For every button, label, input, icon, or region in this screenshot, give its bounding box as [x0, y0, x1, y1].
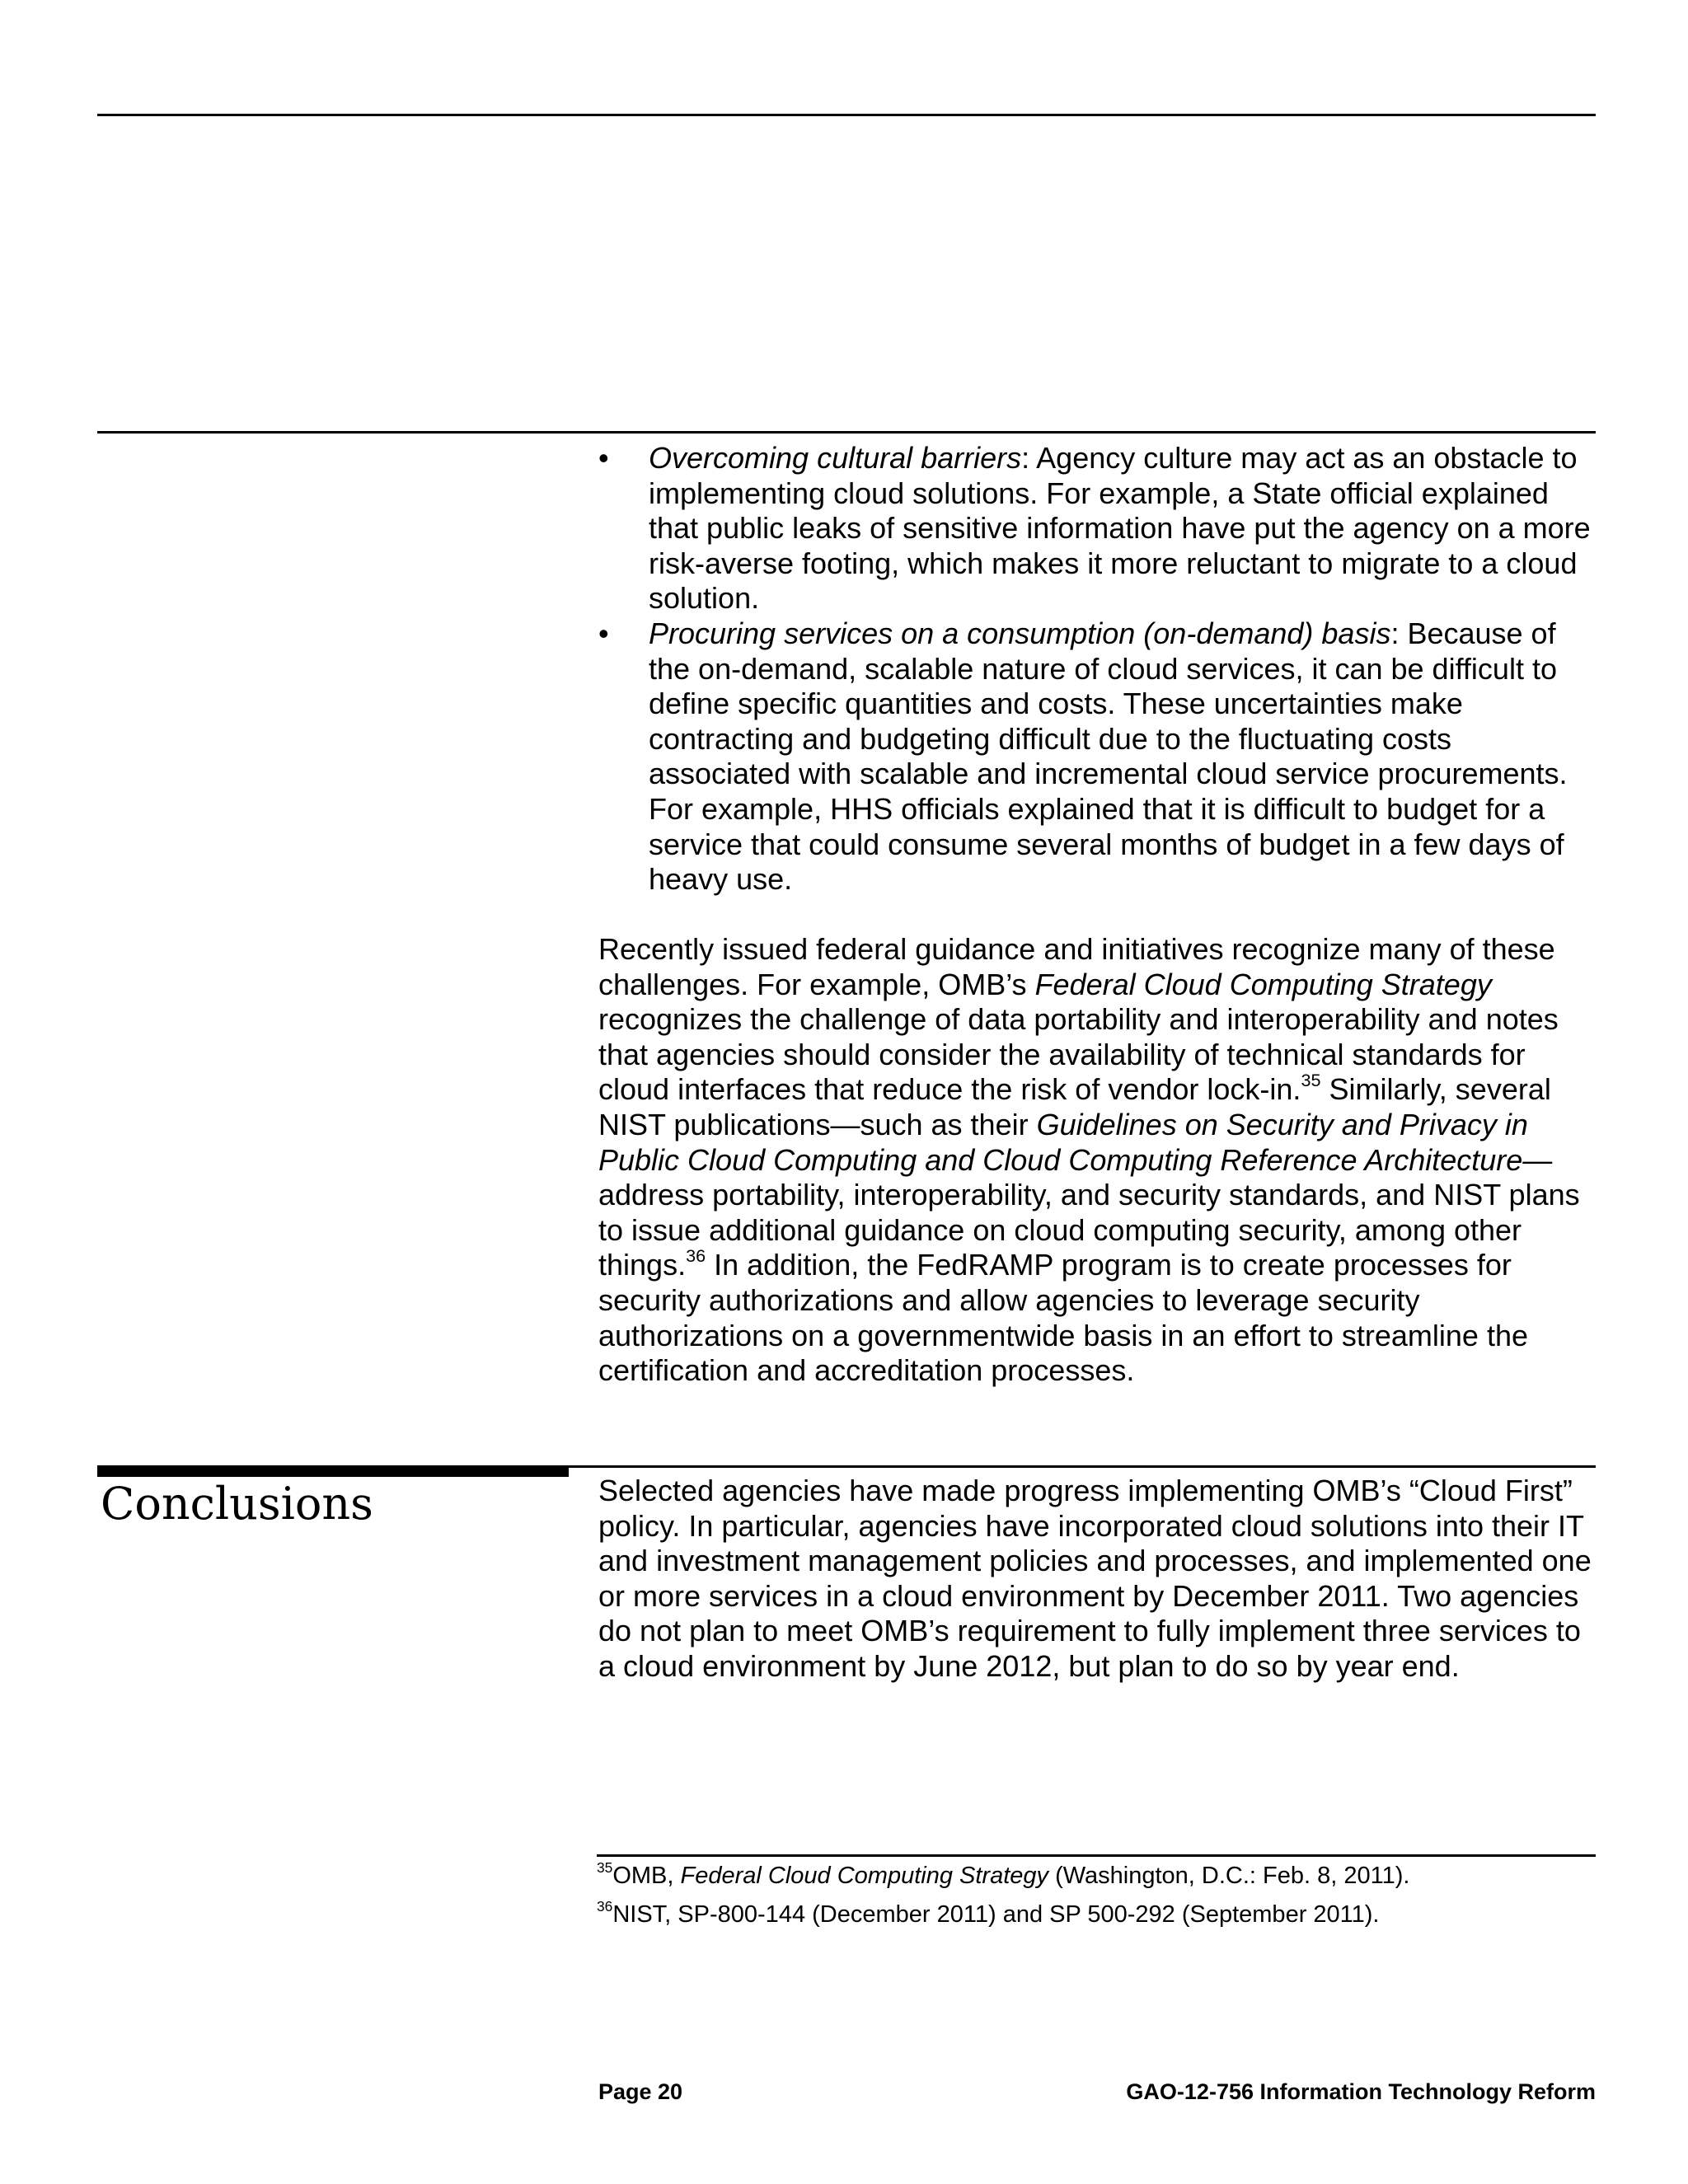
challenges-bullet-list: [598, 441, 1600, 898]
list-item: [598, 616, 1600, 898]
strategy-title: Federal Cloud Computing Strategy: [1034, 967, 1492, 1001]
bullet-text: : Because of the on-demand, scalable nature of cloud services, it can be difficult to define specific quantities and costs. These uncertainties make contracting and budgeting difficult due to the fluctuating costs associated with scalable and incremental cloud service procurements. For example, HHS officials explained that it is difficult to budget for a service that could consume several months of budget in a few days of heavy use.: [649, 616, 1568, 897]
bullet-title: Procuring services on a consumption (on-demand) basis: [649, 616, 1391, 650]
footnote-ref-36[interactable]: 36: [686, 1245, 706, 1267]
report-id: GAO-12-756 Information Technology Reform: [1126, 2079, 1596, 2104]
footnote-35: $^{35}$OMB, Federal Cloud Computing Strategy (Washington, D.C.: Feb. 8, 2011).: [597, 1858, 1410, 1889]
bullet-text: : Agency culture may act as an obstacle to implementing cloud solutions. For example, a State official explained that public leaks of sensitive information have put the agency on a more risk-averse footing, which makes it more reluctant to migrate to a cloud solution.: [649, 441, 1591, 616]
conclusions-rule: [569, 1465, 1596, 1468]
list-item: [598, 441, 1600, 616]
nist-publication-titles: Guidelines on Security and Privacy in Public Cloud Computing and Cloud Computing Reference Architecture: [598, 1107, 1528, 1177]
footnote-36: $^{36}$NIST, SP-800-144 (December 2011) and SP 500-292 (September 2011).: [597, 1897, 1380, 1928]
conclusions-paragraph: Selected agencies have made progress implementing OMB’s “Cloud First” policy. In particular, agencies have incorporated cloud solutions into their IT and investment management policies and processes, and implemented one or more services in a cloud environment by December 2011. Two agencies do not plan to meet OMB’s requirement to fully implement three services to a cloud environment by June 2012, but plan to do so by year end.: [598, 1474, 1592, 1683]
page-number: Page 20: [598, 2079, 683, 2104]
section-rule: [97, 431, 1596, 434]
footnote-rule: [597, 1854, 1596, 1857]
bullet-icon: •: [598, 616, 609, 650]
footnote-ref-35[interactable]: 35: [1301, 1070, 1321, 1091]
top-rule: [97, 114, 1596, 116]
conclusions-heading: Conclusions: [101, 1478, 373, 1530]
footnotes: [597, 1858, 1598, 1938]
bullet-title: Overcoming cultural barriers: [649, 441, 1022, 475]
bullet-icon: •: [598, 441, 609, 475]
guidance-paragraph: Recently issued federal guidance and initiatives recognize many of these challenges. For example, OMB’s Federal Cloud Computing Strategy recognizes the challenge of data portability and interoperability and notes that agencies should consider the availability of technical standards for cloud interfaces that reduce the risk of vendor lock-in.$^{35}$ Similarly, several NIST publications—such as their Guidelines on Security and Privacy in Public Cloud Computing and Cloud Computing Reference Architecture—address portability, interoperability, and security standards, and NIST plans to issue additional guidance on cloud computing security, among other things.$^{36}$ In addition, the FedRAMP program is to create processes for security authorizations and allow agencies to leverage security authorizations on a governmentwide basis in an effort to streamline the certification and accreditation processes.: [598, 932, 1580, 1388]
